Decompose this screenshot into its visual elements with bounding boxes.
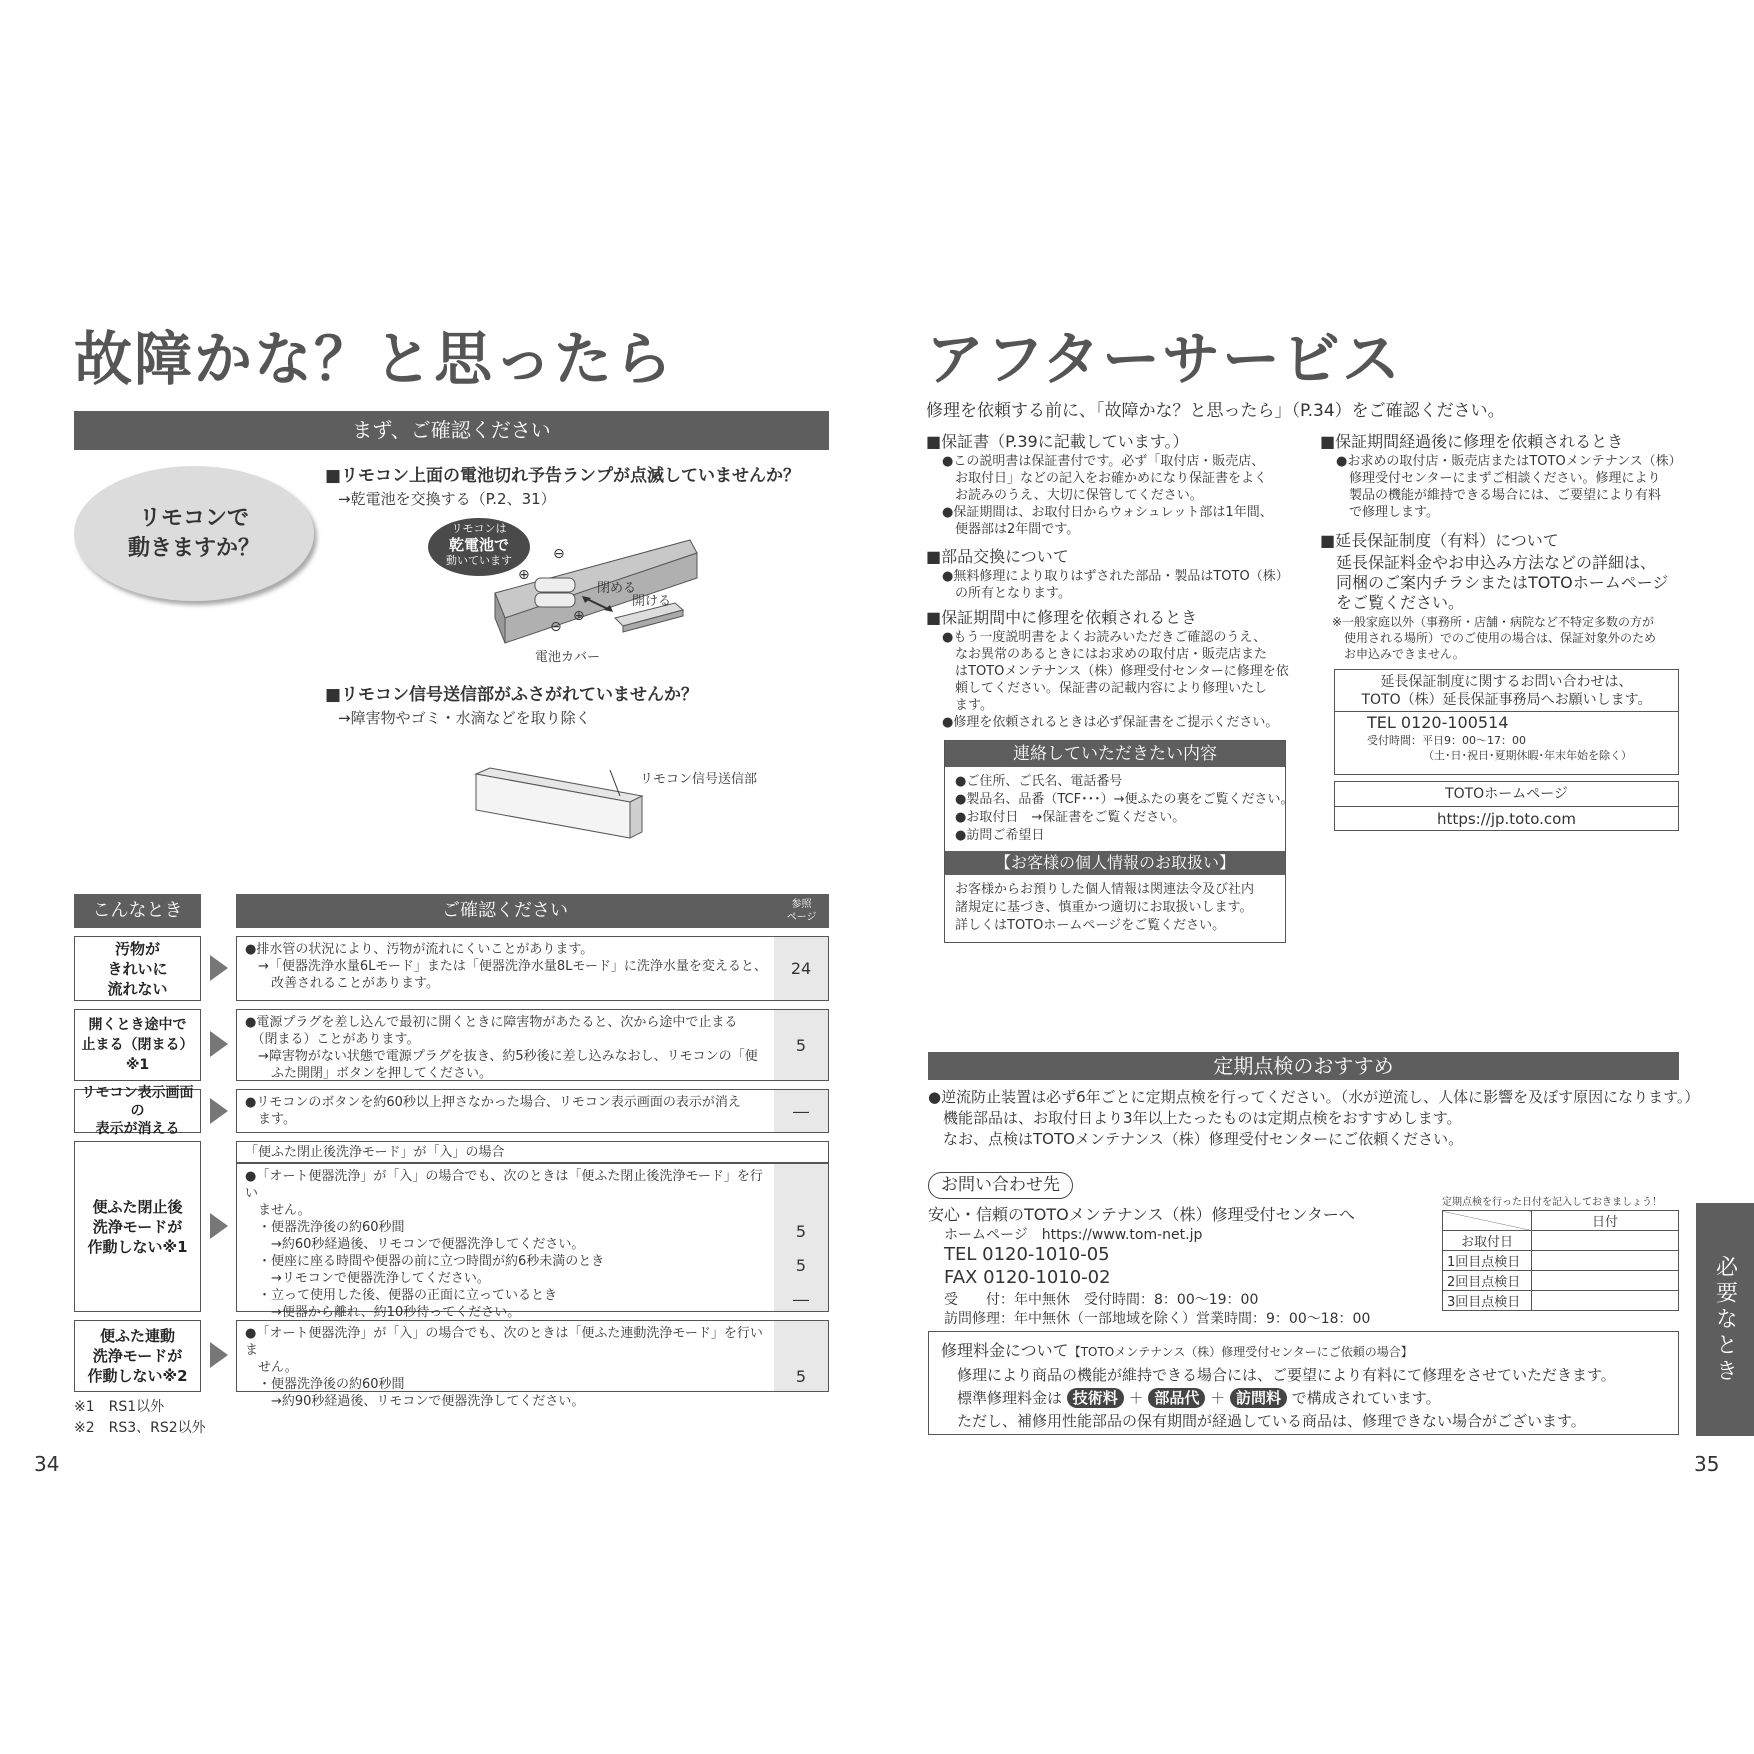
row-inspection-1: 1回目点検日 bbox=[1443, 1251, 1532, 1271]
ext-box-hours2: （土･日･祝日･夏期休暇･年末年始を除く） bbox=[1423, 749, 1632, 762]
parts-body: ●無料修理により取りはずされた部品・製品はTOTO（株） の所有となります。 bbox=[942, 569, 1289, 601]
page-title-after-service: アフターサービス bbox=[926, 325, 1402, 393]
row3-text: ●リモコンのボタンを約60秒以上押さなかった場合、リモコン表示画面の表示が消え ます。 bbox=[245, 1095, 741, 1127]
row1-arrow-icon bbox=[210, 955, 228, 981]
tag-visit-fee: 訪問料 bbox=[1230, 1388, 1287, 1408]
in-warranty-body: ●もう一度説明書をよくお読みいただきご確認のうえ、 なお異常のあるときにはお求めの取付店・販売店また はTOTOメンテナンス（株）修理受付センターに修理を依 頼してください。保証書の記載内容により修理いたし ます。 ●修理を依頼されるときは必ず保証書をご提示ください。 bbox=[942, 630, 1289, 730]
inspection-body: ●逆流防止装置は必ず6年ごとに定期点検を行ってください。（水が逆流し、人体に影響を及ぼす原因になります。） 機能部品は、お取付日より3年以上たったものは定期点検をおすすめします。 なお、点検はTOTOメンテナンス（株）修理受付センターにご依頼ください。 bbox=[928, 1088, 1700, 1148]
row2-body bbox=[236, 1009, 829, 1081]
plus-symbol-1: ⊕ bbox=[518, 567, 530, 583]
row1-when: 汚物が きれいに 流れない bbox=[74, 936, 201, 1001]
homepage-url[interactable]: https://jp.toto.com bbox=[1437, 810, 1576, 828]
inquiry-reception: 受 付：年中無休 受付時間：8：00～19：00 bbox=[944, 1292, 1259, 1308]
in-warranty-heading: ■保証期間中に修理を依頼されるとき bbox=[926, 608, 1198, 627]
battery-cover-label: 電池カバー bbox=[535, 650, 601, 665]
col-header-when: こんなとき bbox=[74, 894, 201, 928]
row2-arrow-icon bbox=[210, 1031, 228, 1057]
col-header-check: ご確認ください bbox=[236, 894, 774, 928]
q1-heading: ■リモコン上面の電池切れ予告ランプが点滅していませんか？ bbox=[325, 466, 801, 486]
row3-arrow-icon bbox=[210, 1098, 228, 1124]
inquiry-badge: お問い合わせ先 bbox=[928, 1172, 1073, 1199]
footnote-2: ※2 RS3、RS2以外 bbox=[74, 1420, 206, 1436]
row5-body bbox=[236, 1320, 829, 1409]
date-cell[interactable] bbox=[1532, 1231, 1679, 1251]
date-cell[interactable] bbox=[1532, 1271, 1679, 1291]
q2-action: →障害物やゴミ・水滴などを取り除く bbox=[338, 709, 591, 727]
extended-inquiry-box bbox=[1334, 669, 1679, 775]
row-inspection-3: 3回目点検日 bbox=[1443, 1291, 1532, 1311]
row2-when: 開くとき途中で 止まる（閉まる）※1 bbox=[74, 1009, 201, 1081]
homepage-label: TOTOホームページ bbox=[1335, 782, 1678, 807]
warranty-body: ●この説明書は保証書付です。必ず「取付店・販売店、 お取付日」などの記入をお確かめになり保証書をよく お読みのうえ、大切に保管してください。 ●保証期間は、お取付日からウォシュレット部は1年間、 便器部は2年間です。 bbox=[942, 454, 1273, 537]
footnote-1: ※1 RS1以外 bbox=[74, 1399, 165, 1415]
fee-line3: ただし、補修用性能部品の保有期間が経過している商品は、修理できない場合がございます。 bbox=[957, 1412, 1586, 1430]
row4-text: ●「オート便器洗浄」が「入」の場合でも、次のときは「便ふた閉止後洗浄モード」を行い ません。 ・便器洗浄後の約60秒間 →約60秒経過後、リモコンで便器洗浄してください。 ・便座に座る時間や便器の前に立つ時間が約6秒未満のとき →リモコンで便器洗浄してください。 ・立って使用した後、便器の正面に立っているとき →便器から離れ、約10秒待ってください。 bbox=[245, 1169, 763, 1320]
page-number-left: 34 bbox=[34, 1452, 60, 1476]
open-label: 開ける bbox=[632, 594, 672, 609]
date-cell[interactable] bbox=[1532, 1291, 1679, 1311]
repair-fee-box bbox=[928, 1331, 1679, 1435]
row1-body bbox=[236, 936, 829, 1001]
row5-arrow-icon bbox=[210, 1342, 228, 1368]
row4-body bbox=[236, 1163, 829, 1320]
row3-ref: ― bbox=[774, 1090, 828, 1132]
row4-ref-2: 5 bbox=[795, 1256, 807, 1275]
after-warranty-heading: ■保証期間経過後に修理を依頼されるとき bbox=[1320, 432, 1624, 451]
ext-box-line2: TOTO（株）延長保証事務局へお願いします。 bbox=[1361, 692, 1652, 708]
inquiry-homepage[interactable]: ホームページ https://www.tom-net.jp bbox=[944, 1227, 1203, 1243]
tag-parts-fee: 部品代 bbox=[1148, 1388, 1205, 1408]
row-install-date: お取付日 bbox=[1443, 1231, 1532, 1251]
close-label: 閉める bbox=[597, 581, 637, 596]
callout-line-3: 動いています bbox=[446, 554, 512, 567]
row2-text: ●電源プラグを差し込んで最初に開くときに障害物があたると、次から途中で止まる （閉まる）ことがあります。 →障害物がない状態で電源プラグを抜き、約5秒後に差し込みなおし、リモコンの「便 ふた開閉」ボタンを押してください。 bbox=[245, 1015, 758, 1081]
ext-box-hours1: 受付時間：平日9：00～17：00 bbox=[1367, 734, 1526, 747]
col-date-header: 日付 bbox=[1532, 1211, 1679, 1231]
warranty-heading: ■保証書（P.39に記載しています。） bbox=[926, 432, 1189, 451]
ext-box-tel: TEL 0120-100514 bbox=[1367, 713, 1509, 732]
row5-ref: 5 bbox=[774, 1321, 828, 1391]
page-number-right: 35 bbox=[1694, 1452, 1720, 1476]
privacy-box-title: 【お客様の個人情報のお取扱い】 bbox=[945, 851, 1285, 875]
fee-heading-line bbox=[941, 1338, 1666, 1361]
row5-when: 便ふた連動 洗浄モードが 作動しない※2 bbox=[74, 1320, 201, 1392]
homepage-box bbox=[1334, 781, 1679, 831]
parts-heading: ■部品交換について bbox=[926, 547, 1069, 566]
side-tab-when-needed: 必要なとき bbox=[1696, 1203, 1754, 1436]
check-first-bar: まず、ご確認ください bbox=[74, 411, 829, 450]
fee-line2 bbox=[941, 1388, 1666, 1408]
battery-callout bbox=[428, 518, 530, 576]
inspection-bar: 定期点検のおすすめ bbox=[928, 1052, 1679, 1080]
privacy-box-body: お客様からお預りした個人情報は関連法令及び社内 諸規定に基づき、慎重かつ適切にお取扱いします。 詳しくはTOTOホームページをご覧ください。 bbox=[955, 882, 1255, 933]
tag-technical-fee: 技術料 bbox=[1067, 1388, 1124, 1408]
inspection-table-caption: 定期点検を行った日付を記入しておきましょう！ bbox=[1442, 1197, 1662, 1208]
fee-heading-note: 【TOTOメンテナンス（株）修理受付センターにご依頼の場合】 bbox=[1068, 1345, 1413, 1359]
fee-line2-post: で構成されています。 bbox=[1291, 1389, 1441, 1407]
remote-working-bubble: リモコンで 動きますか？ bbox=[74, 466, 314, 601]
contact-info-box bbox=[944, 740, 1294, 943]
page-title-troubleshooting: 故障かな？と思ったら bbox=[74, 325, 675, 393]
plus-symbol-2: ⊕ bbox=[573, 608, 585, 624]
callout-line-2: 乾電池で bbox=[448, 536, 509, 554]
callout-line-1: リモコンは bbox=[451, 522, 507, 535]
extended-warranty-heading: ■延長保証制度（有料）について bbox=[1320, 531, 1559, 550]
plus-sign: ＋ bbox=[1210, 1389, 1226, 1407]
signal-sender-label: リモコン信号送信部 bbox=[640, 772, 758, 787]
row4-when: 便ふた閉止後 洗浄モードが 作動しない※1 bbox=[74, 1141, 201, 1312]
minus-symbol-2: ⊖ bbox=[550, 619, 562, 635]
fee-line2-pre: 標準修理料金は bbox=[957, 1389, 1063, 1407]
row4-subhead: 「便ふた閉止後洗浄モード」が「入」の場合 bbox=[236, 1141, 829, 1163]
plus-sign: ＋ bbox=[1128, 1389, 1144, 1407]
inquiry-visit: 訪問修理：年中無休（一部地域を除く）営業時間：9：00～18：00 bbox=[944, 1311, 1371, 1327]
row-inspection-2: 2回目点検日 bbox=[1443, 1271, 1532, 1291]
row5-text: ●「オート便器洗浄」が「入」の場合でも、次のときは「便ふた連動洗浄モード」を行いま せん。 ・便器洗浄後の約60秒間 →約90秒経過後、リモコンで便器洗浄してください。 bbox=[245, 1326, 763, 1409]
row2-ref: 5 bbox=[774, 1010, 828, 1080]
inquiry-center: 安心・信頼のTOTOメンテナンス（株）修理受付センターへ bbox=[928, 1205, 1355, 1224]
extended-warranty-note: ※一般家庭以外（事務所・店舗・病院など不特定多数の方が 使用される場所）でのご使用の場合は、保証対象外のため お申込みできません。 bbox=[1332, 615, 1657, 661]
row4-arrow-icon bbox=[210, 1213, 228, 1239]
row1-ref: 24 bbox=[774, 937, 828, 1000]
inquiry-tel: TEL 0120-1010-05 bbox=[944, 1244, 1110, 1265]
contact-box-items: ●ご住所、ご氏名、電話番号 ●製品名、品番（TCF･･･）→便ふたの裏をご覧ください。 ●お取付日 →保証書をご覧ください。 ●訪問ご希望日 bbox=[955, 774, 1294, 843]
inspection-date-table bbox=[1442, 1210, 1679, 1311]
q1-action: →乾電池を交換する（P.2、31） bbox=[338, 490, 556, 508]
ext-box-line1: 延長保証制度に関するお問い合わせは、 bbox=[1380, 674, 1633, 690]
remote-signal-illustration bbox=[470, 760, 650, 840]
row1-text: ●排水管の状況により、汚物が流れにくいことがあります。 →「便器洗浄水量6Lモード」または「便器洗浄水量8Lモード」に洗浄水量を変えると、 改善されることがあります。 bbox=[245, 942, 767, 991]
q2-heading: ■リモコン信号送信部がふさがれていませんか？ bbox=[325, 685, 699, 705]
row4-ref-3: ― bbox=[793, 1290, 809, 1309]
fee-heading: 修理料金について bbox=[941, 1341, 1069, 1360]
minus-symbol-1: ⊖ bbox=[553, 546, 565, 562]
date-cell[interactable] bbox=[1532, 1251, 1679, 1271]
inquiry-fax: FAX 0120-1010-02 bbox=[944, 1267, 1111, 1288]
after-warranty-body: ●お求めの取付店・販売店またはTOTOメンテナンス（株） 修理受付センターにまずご相談ください。修理により 製品の機能が維持できる場合には、ご要望により有料 で修理します。 bbox=[1336, 454, 1682, 520]
table-corner bbox=[1443, 1211, 1532, 1231]
contact-box-title: 連絡していただきたい内容 bbox=[945, 741, 1285, 767]
row3-body bbox=[236, 1089, 829, 1133]
fee-line1: 修理により商品の機能が維持できる場合には、ご要望により有料にて修理をさせていただきます。 bbox=[957, 1366, 1616, 1384]
row4-ref-cell bbox=[774, 1164, 828, 1311]
row3-when: リモコン表示画面の 表示が消える bbox=[74, 1089, 201, 1133]
intro-text: 修理を依頼する前に、「故障かな？と思ったら」（P.34）をご確認ください。 bbox=[926, 401, 1505, 421]
extended-warranty-body: 延長保証料金やお申込み方法などの詳細は、 同梱のご案内チラシまたはTOTOホームページ をご覧ください。 bbox=[1336, 553, 1669, 612]
col-header-ref: 参照 ページ bbox=[774, 894, 829, 928]
row4-ref-1: 5 bbox=[795, 1222, 807, 1241]
